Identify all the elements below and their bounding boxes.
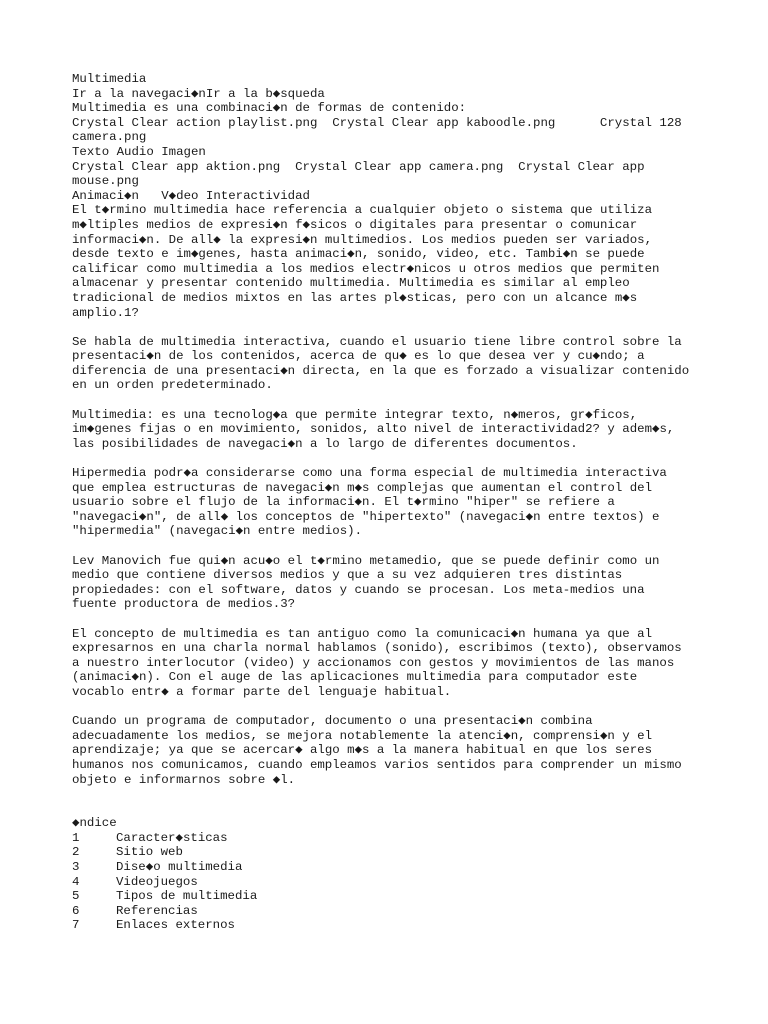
paragraph-metamedia: Lev Manovich fue qui◆n acu◆o el t◆rmino metamedio, que se puede definir como un medio que contiene diversos medios y que a su vez adquieren tres distintas propiedades: con el software, datos y cuando se procesan. Los meta-medios una fuente productora de medios.3?	[72, 553, 660, 612]
spacer	[72, 802, 712, 817]
paragraph-interactive: Se habla de multimedia interactiva, cuando el usuario tiene libre control sobre la presentaci◆n de los contenidos, acerca de qu◆ es lo que desea ver y cu◆ndo; a diferencia de una presentaci◆n directa, en la que es forzado a visualizar contenido en un orden predeterminado.	[72, 334, 690, 393]
intro-line: Multimedia es una combinaci◆n de formas de contenido:	[72, 101, 467, 116]
toc-item[interactable]: 3 Dise◆o multimedia	[72, 860, 243, 875]
document-page	[72, 72, 712, 933]
paragraph-definition: El t◆rmino multimedia hace referencia a cualquier objeto o sistema que utiliza m◆ltiples medios de expresi◆n f◆sicos o digitales para presentar o comunicar informaci◆n. De all◆ la expresi◆n multimedios. Los medios pueden ser variados, desde texto e im◆genes, hasta animaci◆n, sonido, video, etc. Tambi◆n se puede calificar como multimedia a los medios electr◆nicos u otros medios que permiten almacenar y presentar contenido multimedia. Multimedia es similar al empleo tradicional de medios mixtos en las artes pl◆sticas, pero con un alcance m◆s amplio.1?	[72, 203, 660, 320]
toc-item[interactable]: 5 Tipos de multimedia	[72, 889, 258, 904]
paragraph-presentation: Cuando un programa de computador, documento o una presentaci◆n combina adecuadamente los medios, se mejora notablemente la atenci◆n, comprensi◆n y el aprendizaje; ya que se acercar◆ algo m◆s a la manera habitual en que los seres humanos nos comunicamos, cuando empleamos varios sentidos para comprender un mismo objeto e informarnos sobre ◆l.	[72, 714, 682, 787]
page-title: Multimedia	[72, 72, 147, 86]
media-types-row-1: Texto Audio Imagen	[72, 144, 206, 159]
image-captions-row-1-wrap: camera.png	[72, 130, 147, 145]
toc-item[interactable]: 6 Referencias	[72, 903, 198, 918]
table-of-contents	[72, 816, 712, 933]
paragraph-technology: Multimedia: es una tecnolog◆a que permite integrar texto, n◆meros, gr◆ficos, im◆genes fijas o en movimiento, sonidos, alto nivel de interactividad2? y adem◆s, las posibilidades de navegaci◆n a lo largo de diferentes documentos.	[72, 407, 675, 451]
toc-item[interactable]: 1 Caracter◆sticas	[72, 830, 228, 845]
toc-item[interactable]: 2 Sitio web	[72, 845, 183, 860]
media-types-row-2: Animaci◆n V◆deo Interactividad	[72, 188, 310, 203]
paragraph-concept: El concepto de multimedia es tan antiguo como la comunicaci◆n humana ya que al expresarnos en una charla normal hablamos (sonido), escribimos (texto), observamos a nuestro interlocutor (video) y accionamos con gestos y movimientos de las manos (animaci◆n). Con el auge de las aplicaciones multimedia para computador este vocablo entr◆ a formar parte del lenguaje habitual.	[72, 626, 682, 699]
navigation-links[interactable]: Ir a la navegaci◆nIr a la b◆squeda	[72, 86, 325, 101]
toc-item[interactable]: 4 Videojuegos	[72, 874, 198, 889]
paragraph-hypermedia: Hipermedia podr◆a considerarse como una forma especial de multimedia interactiva que emplea estructuras de navegaci◆n m◆s complejas que aumentan el control del usuario sobre el flujo de la informaci◆n. El t◆rmino "hiper" se refiere a "navegaci◆n", de all◆ los conceptos de "hipertexto" (navegaci◆n entre textos) e "hipermedia" (navegaci◆n entre medios).	[72, 466, 667, 539]
image-captions-row-2-wrap: mouse.png	[72, 174, 139, 189]
toc-item[interactable]: 7 Enlaces externos	[72, 918, 235, 933]
image-captions-row-2: Crystal Clear app aktion.png Crystal Clear app camera.png Crystal Clear app	[72, 159, 645, 174]
toc-heading: ◆ndice	[72, 816, 117, 831]
image-captions-row-1: Crystal Clear action playlist.png Crystal Clear app kaboodle.png Crystal 128	[72, 115, 682, 130]
